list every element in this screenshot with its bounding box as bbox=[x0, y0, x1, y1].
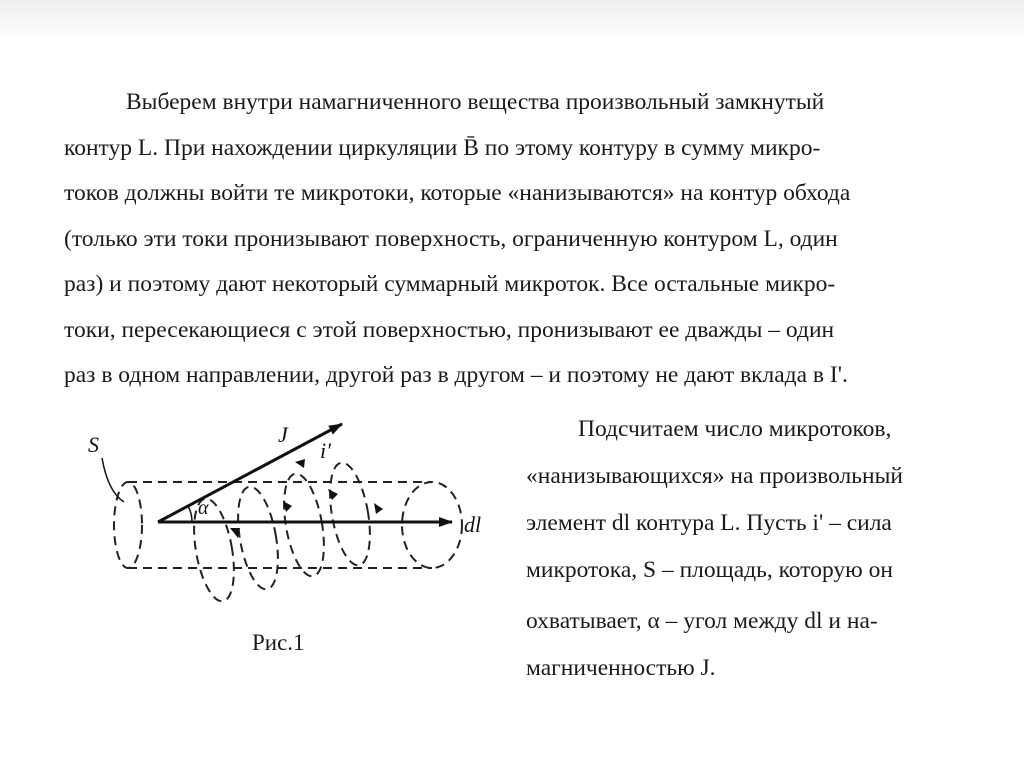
paragraph-1-line-4: (только эти токи пронизывают поверхность, ограниченную контуром L, один bbox=[64, 225, 838, 252]
paragraph-1-line-3: токов должны войти те микротоки, которые «нанизываются» на контур обхода bbox=[64, 180, 851, 206]
label-s: S bbox=[88, 432, 99, 457]
paragraph-1-line-5: раз) и поэтому дают некоторый суммарный микроток. Все остальные микро- bbox=[64, 271, 836, 297]
top-shade bbox=[0, 0, 1024, 40]
label-alpha: α bbox=[198, 497, 209, 519]
paragraph-1-line-2: контур L. При нахождении циркуляции B̄ по этому контуру в сумму микро- bbox=[64, 134, 821, 161]
figure-solenoid bbox=[80, 410, 500, 635]
paragraph-2 bbox=[526, 406, 956, 692]
paragraph-2-line-2: «нанизывающихся» на произвольный bbox=[526, 463, 903, 489]
paragraph-1-line-1: Выберем внутри намагниченного вещества произвольный замкнутый bbox=[126, 89, 825, 115]
paragraph-2-line-1: Подсчитаем число микротоков, bbox=[578, 416, 892, 442]
paragraph-1-line-7: раз в одном направлении, другой раз в другом – и поэтому не дают вклада в I'. bbox=[64, 362, 848, 388]
paragraph-2-line-4: микротока, S – площадь, которую он bbox=[526, 557, 893, 583]
figure-caption: Рис.1 bbox=[252, 630, 305, 655]
label-dl: dl bbox=[464, 512, 482, 537]
paragraph-2-line-6: магниченностью J. bbox=[526, 655, 716, 681]
label-j: J bbox=[278, 422, 288, 447]
paragraph-2-line-3: элемент dl контура L. Пусть i' – сила bbox=[526, 510, 892, 536]
paragraph-1 bbox=[64, 80, 956, 399]
paragraph-1-line-6: токи, пересекающиеся с этой поверхностью, пронизывают ее дважды – один bbox=[64, 316, 835, 343]
label-i-prime: i' bbox=[320, 438, 331, 463]
paragraph-2-line-5: охватывает, α – угол между dl и на- bbox=[526, 608, 878, 634]
